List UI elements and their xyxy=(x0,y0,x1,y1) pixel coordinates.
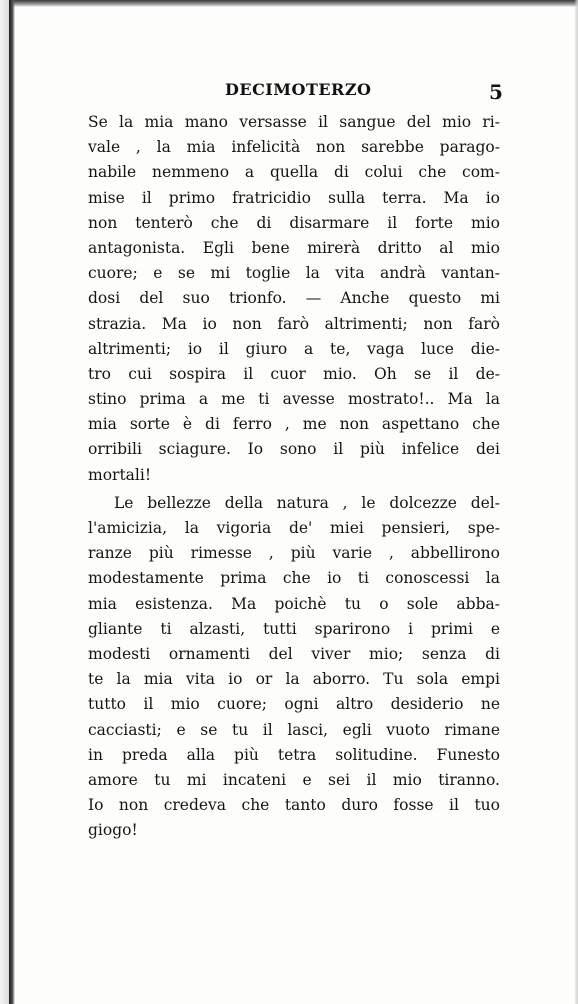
text-line: mortali! xyxy=(88,465,152,484)
text-line: orribili sciagure. Io sono il più infelice dei xyxy=(88,440,500,459)
text-line: te la mia vita io or la aborro. Tu sola empi xyxy=(88,670,500,689)
text-line: in preda alla più tetra solitudine. Funesto xyxy=(88,745,500,764)
text-line: tutto il mio cuore; ogni altro desiderio ne xyxy=(88,695,500,714)
text-line: strazia. Ma io non farò altrimenti; non farò xyxy=(88,314,500,333)
text-line: mia esistenza. Ma poichè tu o sole abba- xyxy=(88,594,500,613)
text-line: antagonista. Egli bene mirerà dritto al mio xyxy=(88,238,500,257)
text-line: nabile nemmeno a quella di colui che com- xyxy=(88,163,500,182)
scan-left-margin xyxy=(0,0,9,1004)
text-line: cacciasti; e se tu il lasci, egli vuoto rimane xyxy=(88,720,500,739)
paragraph-2 xyxy=(88,491,500,844)
scan-right-edge xyxy=(574,0,578,1004)
text-line: amore tu mi incateni e sei il mio tiranno. xyxy=(88,770,500,789)
text-line: Le bellezze della natura , le dolcezze del- xyxy=(114,493,500,512)
body-text xyxy=(88,110,500,843)
scan-top-edge xyxy=(0,0,578,7)
text-line: modesti ornamenti del viver mio; senza di xyxy=(88,644,500,663)
text-line: modestamente prima che io ti conoscessi la xyxy=(88,569,500,588)
text-line: Io non credeva che tanto duro fosse il tuo xyxy=(88,796,500,815)
text-line: Se la mia mano versasse il sangue del mio ri- xyxy=(88,113,500,131)
text-line: stino prima a me ti avesse mostrato!.. Ma la xyxy=(88,390,500,409)
book-spine-shadow xyxy=(9,0,15,1004)
paragraph-1 xyxy=(88,110,500,488)
text-line: ranze più rimesse , più varie , abbellirono xyxy=(88,544,500,563)
text-line: gliante ti alzasti, tutti sparirono i primi e xyxy=(88,619,500,638)
text-line: vale , la mia infelicità non sarebbe parago- xyxy=(88,138,500,157)
text-line: cuore; e se mi toglie la vita andrà vantan- xyxy=(88,264,500,283)
text-line: non tenterò che di disarmare il forte mio xyxy=(88,213,500,232)
text-line: altrimenti; io il giuro a te, vaga luce die- xyxy=(88,339,500,358)
text-line: tro cui sospira il cuor mio. Oh se il de- xyxy=(88,364,500,383)
running-head: DECIMOTERZO xyxy=(225,80,372,99)
page-number: 5 xyxy=(489,80,503,104)
text-line: dosi del suo trionfo. — Anche questo mi xyxy=(88,289,500,308)
text-line: mise il primo fratricidio sulla terra. Ma io xyxy=(88,188,500,207)
text-line: l'amicizia, la vigoria de' miei pensieri, spe- xyxy=(88,519,500,537)
text-line: giogo! xyxy=(88,821,138,840)
text-line: mia sorte è di ferro , me non aspettano che xyxy=(88,415,500,434)
